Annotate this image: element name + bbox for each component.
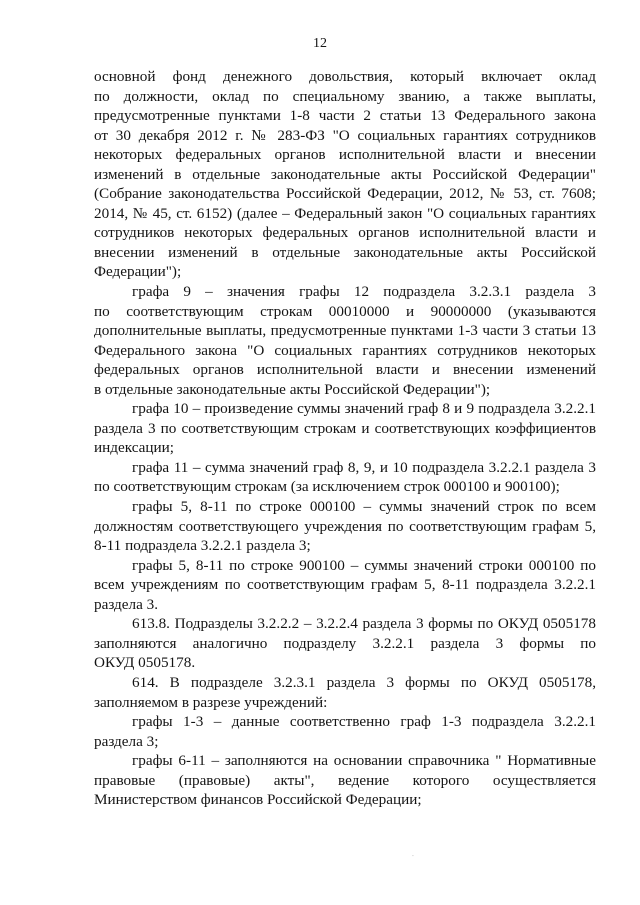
scan-mark: ⸱ bbox=[412, 852, 414, 860]
text-line: внесении изменений в отдельные законодательные акты Российской bbox=[94, 243, 596, 261]
text-line: Федерального закона "О социальных гарантиях сотрудников некоторых bbox=[94, 341, 596, 359]
text-line: правовые (правовые) акты", ведение которого осуществляется bbox=[94, 771, 596, 789]
text-line: должностям соответствующего учреждения по соответствующим графам 5, bbox=[94, 517, 596, 535]
text-line: заполняются аналогично подразделу 3.2.2.1 раздела 3 формы по bbox=[94, 634, 596, 652]
body-text bbox=[94, 67, 596, 810]
text-line: по должности, оклад по специальному званию, а также выплаты, bbox=[94, 87, 596, 105]
text-line: основной фонд денежного довольствия, который включает оклад bbox=[94, 68, 596, 85]
text-line: графа 10 – произведение суммы значений граф 8 и 9 подраздела 3.2.2.1 bbox=[132, 400, 596, 418]
text-line: от 30 декабря 2012 г. № 283-ФЗ "О социальных гарантиях сотрудников bbox=[94, 126, 596, 144]
text-line: раздела 3 по соответствующим строкам и соответствующих коэффициентов bbox=[94, 419, 596, 437]
text-line: дополнительные выплаты, предусмотренные пунктами 1-3 части 3 статьи 13 bbox=[94, 322, 596, 340]
text-line: некоторых федеральных органов исполнительной власти и внесении bbox=[94, 146, 596, 164]
text-line: (Собрание законодательства Российской Федерации, 2012, № 53, ст. 7608; bbox=[94, 185, 596, 203]
text-line: Федерации"); bbox=[94, 263, 182, 281]
text-line: 614. В подразделе 3.2.3.1 раздела 3 формы по ОКУД 0505178, bbox=[132, 673, 596, 691]
text-line: по соответствующим строкам 00010000 и 90000000 (указываются bbox=[94, 302, 596, 320]
text-line: графа 11 – сумма значений граф 8, 9, и 10 подраздела 3.2.2.1 раздела 3 bbox=[132, 458, 596, 476]
text-line: предусмотренные пунктами 1-8 части 2 статьи 13 Федерального закона bbox=[94, 107, 596, 125]
text-line: индексации; bbox=[94, 439, 174, 457]
text-line: Министерством финансов Российской Федерации; bbox=[94, 791, 422, 809]
text-line: 2014, № 45, ст. 6152) (далее – Федеральный закон "О социальных гарантиях bbox=[94, 204, 596, 222]
text-line: всем учреждениям по соответствующим графам 5, 8-11 подраздела 3.2.2.1 bbox=[94, 576, 596, 594]
text-line: графы 6-11 – заполняются на основании справочника " Нормативные bbox=[132, 752, 596, 770]
text-line: раздела 3. bbox=[94, 595, 159, 613]
text-line: в отдельные законодательные акты Российской Федерации"); bbox=[94, 380, 491, 398]
text-line: федеральных органов исполнительной власти и внесении изменений bbox=[94, 361, 596, 379]
text-line: 8-11 подраздела 3.2.2.1 раздела 3; bbox=[94, 537, 311, 555]
text-line: графы 1-3 – данные соответственно граф 1-3 подраздела 3.2.2.1 bbox=[132, 713, 596, 731]
text-line: по соответствующим строкам (за исключением строк 000100 и 900100); bbox=[94, 478, 560, 496]
text-line: 613.8. Подразделы 3.2.2.2 – 3.2.2.4 раздела 3 формы по ОКУД 0505178 bbox=[132, 615, 596, 633]
text-line: ОКУД 0505178. bbox=[94, 654, 196, 672]
text-line: графы 5, 8-11 по строке 900100 – суммы значений строки 000100 по bbox=[132, 556, 596, 574]
text-line: раздела 3; bbox=[94, 732, 159, 750]
text-line: графа 9 – значения графы 12 подраздела 3.2.3.1 раздела 3 bbox=[132, 283, 596, 301]
text-line: заполняемом в разрезе учреждений: bbox=[94, 693, 328, 711]
text-line: сотрудников некоторых федеральных органов исполнительной власти и bbox=[94, 224, 596, 242]
text-line: графы 5, 8-11 по строке 000100 – суммы значений строк по всем bbox=[132, 498, 596, 516]
text-line: изменений в отдельные законодательные акты Российской Федерации" bbox=[94, 165, 596, 183]
page-number: 12 bbox=[313, 36, 327, 51]
